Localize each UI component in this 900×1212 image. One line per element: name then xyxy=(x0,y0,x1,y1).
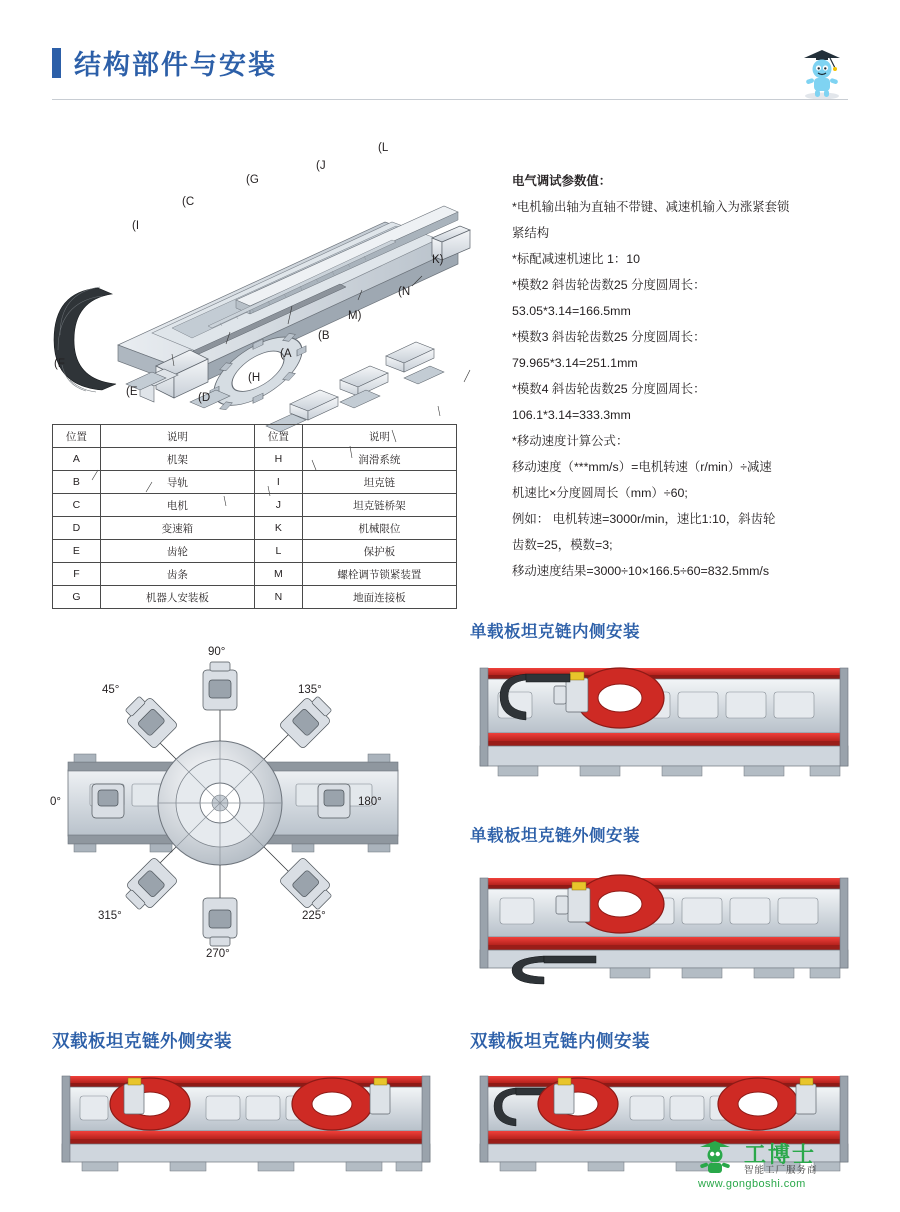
angle-label-225: 225° xyxy=(302,910,326,922)
table-row xyxy=(53,471,457,494)
rotation-angle-labels xyxy=(40,628,440,998)
cell-desc: 润滑系统 xyxy=(302,448,456,471)
params-line-14: 齿数=25，模数=3; xyxy=(512,538,613,552)
params-line-4: *模数2 斜齿轮齿数25 分度圆周长： xyxy=(512,278,706,292)
cell-pos: C xyxy=(53,494,101,517)
table-header-row xyxy=(53,425,457,448)
table-row xyxy=(53,563,457,586)
cell-pos: D xyxy=(53,517,101,540)
params-title: 电气调试参数值： xyxy=(512,174,612,188)
angle-label-180: 180° xyxy=(358,796,382,808)
section-title-double-plate-inner: 双载板坦克链内侧安装 xyxy=(470,1031,650,1051)
footer-brand-logo xyxy=(692,1134,852,1194)
callout-B: (B xyxy=(318,330,330,342)
table-row xyxy=(53,586,457,609)
cell-pos: L xyxy=(254,540,302,563)
angle-label-315: 315° xyxy=(98,910,122,922)
params-line-10: *移动速度计算公式： xyxy=(512,434,629,448)
callout-I: (I xyxy=(132,220,140,232)
cell-pos: A xyxy=(53,448,101,471)
params-line-11: 移动速度（***mm/s）=电机转速（r/min）÷减速 xyxy=(512,460,772,474)
cell-pos: H xyxy=(254,448,302,471)
callout-L: (L xyxy=(378,142,389,154)
electrical-parameters-block xyxy=(512,168,858,584)
gongboshi-robot-logo-icon xyxy=(692,1134,738,1176)
params-line-7: 79.965*3.14=251.1mm xyxy=(512,356,638,370)
params-line-12: 机速比×分度圆周长（mm）÷60; xyxy=(512,486,688,500)
cell-desc: 坦克链 xyxy=(302,471,456,494)
params-line-3: *标配减速机速比 1：10 xyxy=(512,252,641,266)
cell-desc: 地面连接板 xyxy=(302,586,456,609)
section-title-single-plate-inner: 单载板坦克链内侧安装 xyxy=(470,623,640,641)
params-line-15: 移动速度结果=3000÷10×166.5÷60=832.5mm/s xyxy=(512,564,770,578)
col-position-1: 位置 xyxy=(53,425,101,448)
params-line-9: 106.1*3.14=333.3mm xyxy=(512,408,631,422)
callout-J: (J xyxy=(316,160,326,172)
cell-desc: 螺栓调节锁紧装置 xyxy=(302,563,456,586)
cell-desc: 坦克链桥架 xyxy=(302,494,456,517)
cell-pos: E xyxy=(53,540,101,563)
callout-N: (N xyxy=(398,286,411,298)
table-row xyxy=(53,494,457,517)
col-position-2: 位置 xyxy=(254,425,302,448)
cell-pos: K xyxy=(254,517,302,540)
params-line-2: 紧结构 xyxy=(512,226,550,240)
callout-D: (D xyxy=(198,392,211,404)
cell-desc: 导轨 xyxy=(100,471,254,494)
section-title-double-plate-outer: 双载板坦克链外侧安装 xyxy=(52,1031,232,1051)
angle-label-135: 135° xyxy=(298,684,322,696)
callout-G: (G xyxy=(246,174,259,186)
cell-pos: N xyxy=(254,586,302,609)
cell-pos: J xyxy=(254,494,302,517)
col-desc-1: 说明 xyxy=(100,425,254,448)
cell-pos: G xyxy=(53,586,101,609)
params-line-5: 53.05*3.14=166.5mm xyxy=(512,304,631,318)
cell-desc: 机架 xyxy=(100,448,254,471)
machine-view-single-plate-outer xyxy=(470,852,858,1010)
callout-H: (H xyxy=(248,372,261,384)
callout-E: (E xyxy=(126,386,138,398)
page-title: 结构部件与安装 xyxy=(74,50,277,80)
mascot-graduate-robot-icon xyxy=(796,44,848,102)
callout-F: (F xyxy=(54,358,65,370)
cell-desc: 电机 xyxy=(100,494,254,517)
cell-desc: 齿轮 xyxy=(100,540,254,563)
angle-label-45: 45° xyxy=(102,684,120,696)
params-line-8: *模数4 斜齿轮齿数25 分度圆周长： xyxy=(512,382,706,396)
machine-view-single-plate-inner xyxy=(470,648,858,806)
angle-label-0: 0° xyxy=(50,796,61,808)
cell-desc: 保护板 xyxy=(302,540,456,563)
table-row xyxy=(53,517,457,540)
cell-pos: I xyxy=(254,471,302,494)
brand-url: www.gongboshi.com xyxy=(698,1178,806,1190)
angle-label-90: 90° xyxy=(208,646,226,658)
page-header xyxy=(0,0,900,110)
cell-desc: 变速箱 xyxy=(100,517,254,540)
cell-pos: M xyxy=(254,563,302,586)
cell-desc: 机器人安装板 xyxy=(100,586,254,609)
cell-desc: 机械限位 xyxy=(302,517,456,540)
cell-pos: B xyxy=(53,471,101,494)
callout-A: (A xyxy=(280,348,292,360)
angle-label-270: 270° xyxy=(206,948,230,960)
iso-callout-labels xyxy=(40,130,470,410)
brand-name: 工博士 xyxy=(744,1142,817,1167)
title-accent-bar xyxy=(52,48,61,78)
params-line-6: *模数3 斜齿轮齿数25 分度圆周长： xyxy=(512,330,706,344)
params-line-13: 例如： 电机转速=3000r/min，速比1:10，斜齿轮 xyxy=(512,512,776,526)
table-row xyxy=(53,540,457,563)
cell-desc: 齿条 xyxy=(100,563,254,586)
section-title-single-plate-outer: 单载板坦克链外侧安装 xyxy=(470,827,640,845)
brand-tagline: 智能工厂服务商 xyxy=(744,1165,818,1176)
callout-M: M) xyxy=(348,310,362,322)
callout-K: K) xyxy=(432,254,444,266)
table-row xyxy=(53,448,457,471)
callout-C: (C xyxy=(182,196,195,208)
cell-pos: F xyxy=(53,563,101,586)
machine-view-double-plate-outer xyxy=(52,1058,440,1190)
header-divider xyxy=(52,99,848,100)
col-desc-2: 说明 xyxy=(302,425,456,448)
params-line-1: *电机输出轴为直轴不带键、减速机输入为涨紧套锁 xyxy=(512,200,790,214)
component-legend-table xyxy=(52,424,457,609)
